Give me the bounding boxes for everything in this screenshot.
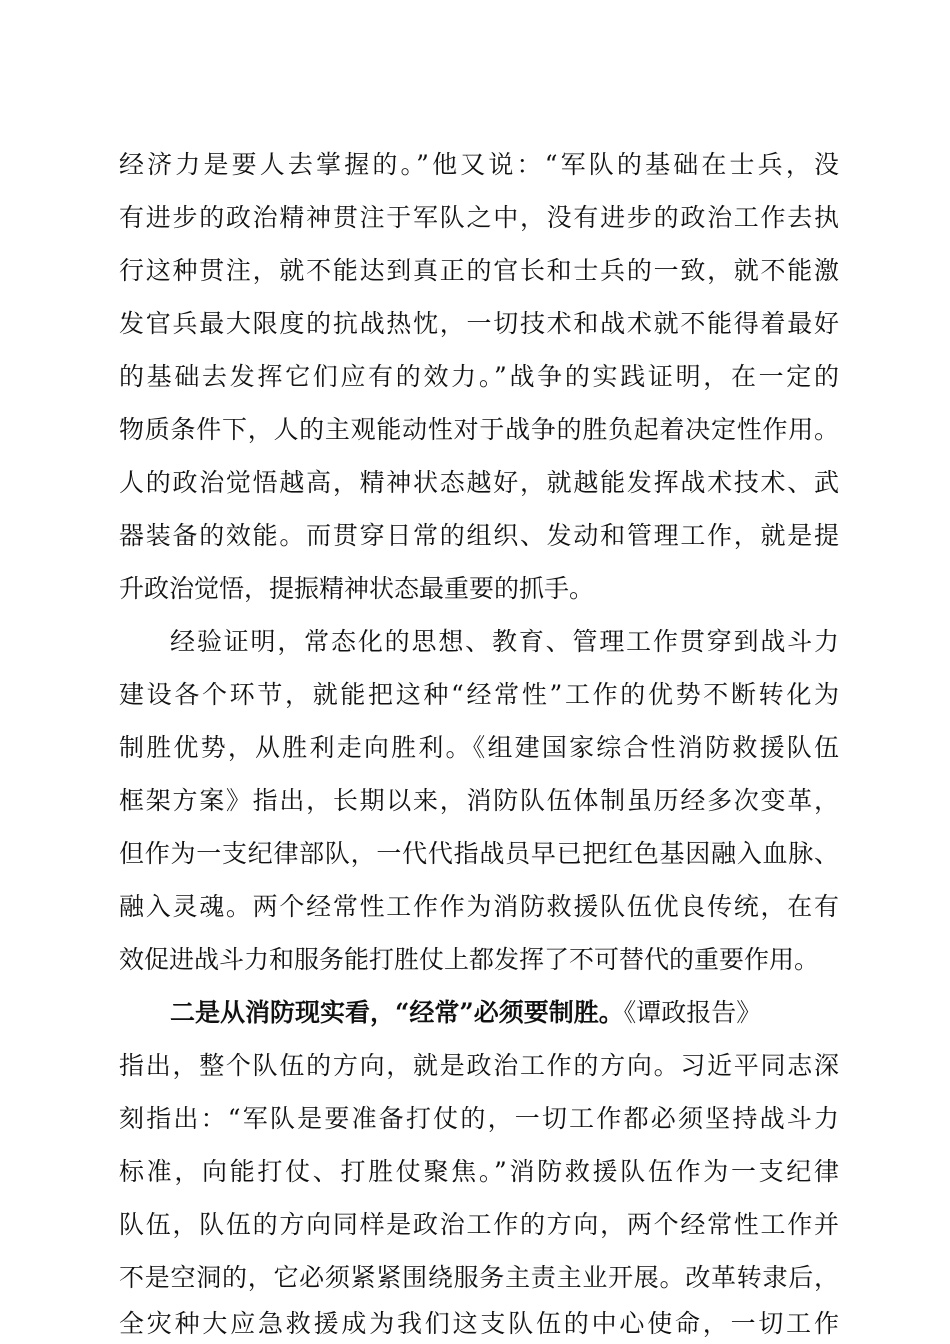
text-line: 升政治觉悟，提振精神状态最重要的抓手。 <box>119 574 595 603</box>
text-line: 有进步的政治精神贯注于军队之中，没有进步的政治工作去执 <box>119 203 839 232</box>
text-line: 框架方案》指出，长期以来，消防队伍体制虽历经多次变革， <box>119 786 839 815</box>
text-line: 器装备的效能。而贯穿日常的组织、发动和管理工作，就是提 <box>119 521 839 550</box>
text-line: 指出，整个队伍的方向，就是政治工作的方向。习近平同志深 <box>119 1051 839 1080</box>
text-line: 经济力是要人去掌握的。”他又说：“军队的基础在士兵，没 <box>119 150 839 179</box>
text-line: 但作为一支纪律部队，一代代指战员早已把红色基因融入血脉、 <box>119 839 839 868</box>
text-line: 的基础去发挥它们应有的效力。”战争的实践证明，在一定的 <box>119 362 839 391</box>
report-title: 《谭政报告》 <box>623 998 762 1027</box>
text-line: 建设各个环节，就能把这种“经常性”工作的优势不断转化为 <box>119 680 839 709</box>
section-heading-line <box>170 993 839 1033</box>
text-line: 效促进战斗力和服务能打胜仗上都发挥了不可替代的重要作用。 <box>119 945 820 974</box>
text-line: 队伍，队伍的方向同样是政治工作的方向，两个经常性工作并 <box>119 1210 839 1239</box>
text-line: 发官兵最大限度的抗战热忱，一切技术和战术就不能得着最好 <box>119 309 839 338</box>
section-heading: 二是从消防现实看，“经常”必须要制胜。 <box>170 998 624 1027</box>
text-line: 制胜优势，从胜利走向胜利。《组建国家综合性消防救援队伍 <box>119 733 839 762</box>
text-line: 刻指出：“军队是要准备打仗的，一切工作都必须坚持战斗力 <box>119 1104 839 1133</box>
text-line: 物质条件下，人的主观能动性对于战争的胜负起着决定性作用。 <box>119 415 839 444</box>
text-line: 人的政治觉悟越高，精神状态越好，就越能发挥战术技术、武 <box>119 468 839 497</box>
text-line: 不是空洞的，它必须紧紧围绕服务主责主业开展。改革转隶后， <box>119 1263 839 1292</box>
text-line: 标准，向能打仗、打胜仗聚焦。”消防救援队伍作为一支纪律 <box>119 1157 839 1186</box>
text-line: 行这种贯注，就不能达到真正的官长和士兵的一致，就不能激 <box>119 256 839 285</box>
text-line: 融入灵魂。两个经常性工作作为消防救援队伍优良传统，在有 <box>119 892 839 921</box>
text-line: 全灾种大应急救援成为我们这支队伍的中心使命，一切工作 <box>119 1309 839 1338</box>
paragraph-first-line: 经验证明，常态化的思想、教育、管理工作贯穿到战斗力 <box>170 627 839 656</box>
